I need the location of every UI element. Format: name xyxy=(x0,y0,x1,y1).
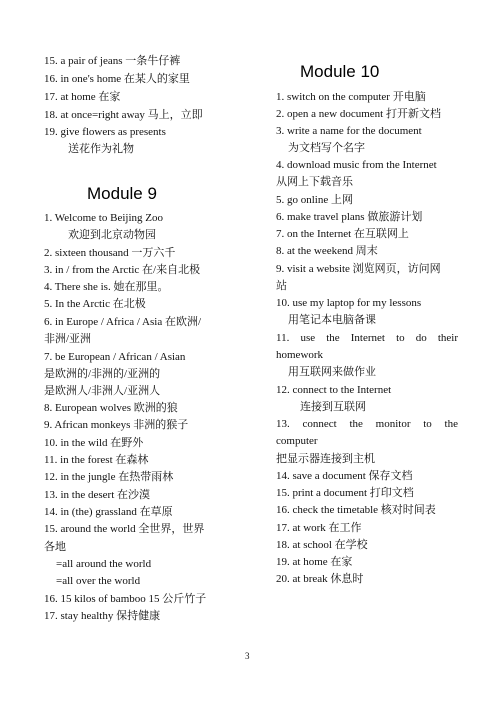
vocab-item-continued: 非洲/亚洲 xyxy=(44,333,92,345)
vocab-translation: 是欧洲的/非洲的/亚洲的 xyxy=(44,368,161,380)
module-10-heading: Module 10 xyxy=(300,62,380,81)
vocab-item-continued: computer xyxy=(276,435,318,447)
vocab-item-continued: 站 xyxy=(276,280,287,292)
vocab-item: 5. In the Arctic 在北极 xyxy=(44,298,146,310)
vocab-item: 11. in the forest 在森林 xyxy=(44,454,149,466)
vocab-item: 16. in one's home 在某人的家里 xyxy=(44,73,190,85)
vocab-translation: 欢迎到北京动物园 xyxy=(68,229,156,241)
vocab-synonym: =all over the world xyxy=(56,575,141,587)
vocab-item: 4. There she is. 她在那里。 xyxy=(44,281,169,293)
vocab-synonym: =all around the world xyxy=(56,558,152,570)
vocab-translation: 送花作为礼物 xyxy=(68,143,134,155)
vocab-translation: 为文档写个名字 xyxy=(288,142,365,154)
vocab-translation: 连接到互联网 xyxy=(300,401,366,413)
module-9-heading: Module 9 xyxy=(87,184,157,203)
vocab-item: 8. at the weekend 周末 xyxy=(276,245,378,257)
vocab-translation: 是欧洲人/非洲人/亚洲人 xyxy=(44,385,161,397)
vocab-item: 18. at once=right away 马上，立即 xyxy=(44,109,203,121)
vocab-item: 3. in / from the Arctic 在/来自北极 xyxy=(44,264,201,276)
vocab-item-continued: homework xyxy=(276,349,324,361)
vocab-item: 9. African monkeys 非洲的猴子 xyxy=(44,419,189,431)
vocab-item: 14. save a document 保存文档 xyxy=(276,470,413,482)
vocab-item: 6. in Europe / Africa / Asia 在欧洲/ xyxy=(44,316,202,328)
vocab-item: 13. in the desert 在沙漠 xyxy=(44,489,151,501)
vocab-item: 14. in (the) grassland 在草原 xyxy=(44,506,173,518)
vocab-item: 2. sixteen thousand 一万六千 xyxy=(44,247,176,259)
vocab-item: 19. at home 在家 xyxy=(276,556,353,568)
vocab-item: 11. use the Internet to do their xyxy=(276,332,458,344)
vocab-translation: 用笔记本电脑备课 xyxy=(288,314,376,326)
vocab-item: 9. visit a website 浏览网页，访问网 xyxy=(276,263,441,275)
vocab-item: 1. Welcome to Beijing Zoo xyxy=(44,212,163,224)
vocab-item: 7. on the Internet 在互联网上 xyxy=(276,228,409,240)
vocab-item: 15. print a document 打印文档 xyxy=(276,487,414,499)
vocab-item: 5. go online 上网 xyxy=(276,194,353,206)
vocab-item: 16. check the timetable 核对时间表 xyxy=(276,504,436,516)
vocab-item: 12. in the jungle 在热带雨林 xyxy=(44,471,174,483)
vocab-item: 2. open a new document 打开新文档 xyxy=(276,108,441,120)
vocab-item: 4. download music from the Internet xyxy=(276,159,437,171)
vocab-item: 3. write a name for the document xyxy=(276,125,422,137)
vocab-item: 15. a pair of jeans 一条牛仔裤 xyxy=(44,55,181,67)
vocab-item: 15. around the world 全世界，世界 xyxy=(44,523,205,535)
vocab-item: 12. connect to the Internet xyxy=(276,384,392,396)
page-number: 3 xyxy=(245,651,250,661)
vocab-item: 16. 15 kilos of bamboo 15 公斤竹子 xyxy=(44,593,207,605)
vocab-item-continued: 各地 xyxy=(44,541,66,553)
vocab-translation: 用互联网来做作业 xyxy=(288,366,376,378)
vocab-item: 13. connect the monitor to the xyxy=(276,418,458,430)
vocab-item: 19. give flowers as presents xyxy=(44,126,166,138)
vocab-item: 7. be European / African / Asian xyxy=(44,351,186,363)
vocab-item: 1. switch on the computer 开电脑 xyxy=(276,91,426,103)
vocab-item: 10. use my laptop for my lessons xyxy=(276,297,422,309)
vocab-item: 17. at home 在家 xyxy=(44,91,121,103)
vocab-item: 6. make travel plans 做旅游计划 xyxy=(276,211,423,223)
vocab-item: 17. stay healthy 保持健康 xyxy=(44,610,161,622)
vocab-item: 8. European wolves 欧洲的狼 xyxy=(44,402,178,414)
vocab-item: 17. at work 在工作 xyxy=(276,522,362,534)
vocab-item: 10. in the wild 在野外 xyxy=(44,437,144,449)
vocab-translation: 把显示器连接到主机 xyxy=(276,453,375,465)
vocab-item: 20. at break 休息时 xyxy=(276,573,364,585)
vocab-translation: 从网上下载音乐 xyxy=(276,176,353,188)
vocab-item: 18. at school 在学校 xyxy=(276,539,368,551)
